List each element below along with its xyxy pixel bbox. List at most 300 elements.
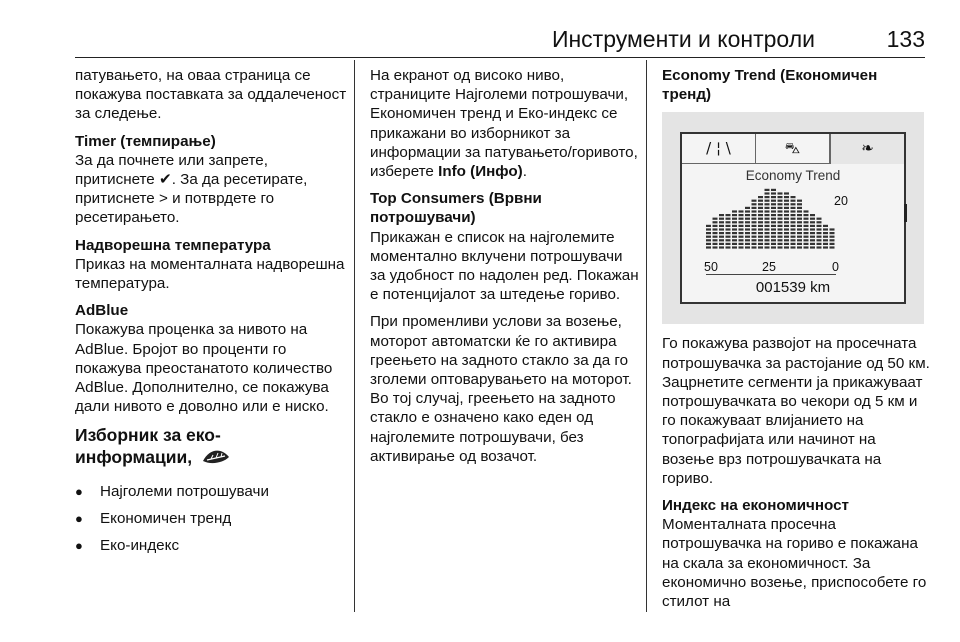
bar-segment bbox=[739, 222, 744, 224]
chart-bar bbox=[817, 218, 822, 249]
bar-segment bbox=[719, 232, 724, 234]
bar-segment bbox=[719, 214, 724, 216]
bar-segment bbox=[791, 222, 796, 224]
bar-segment bbox=[713, 240, 718, 242]
bar-segment bbox=[791, 236, 796, 238]
bar-segment bbox=[771, 211, 776, 213]
bar-segment bbox=[752, 214, 757, 216]
bar-segment bbox=[765, 214, 770, 216]
bar-segment bbox=[778, 247, 783, 249]
bar-segment bbox=[784, 240, 789, 242]
bar-segment bbox=[726, 247, 731, 249]
timer-section bbox=[75, 132, 350, 228]
bar-segment bbox=[745, 214, 750, 216]
bar-segment bbox=[778, 193, 783, 195]
bar-segment bbox=[765, 189, 770, 191]
timer-title: Timer (темпирање) bbox=[75, 132, 216, 150]
bar-segment bbox=[784, 204, 789, 206]
bar-segment bbox=[765, 243, 770, 245]
bar-segment bbox=[745, 225, 750, 227]
bar-segment bbox=[752, 211, 757, 213]
list-item: ● Најголеми потрошувачи bbox=[75, 482, 350, 509]
bar-segment bbox=[804, 247, 809, 249]
bar-segment bbox=[752, 243, 757, 245]
bar-segment bbox=[817, 225, 822, 227]
bar-segment bbox=[771, 225, 776, 227]
bar-segment bbox=[719, 240, 724, 242]
chart-bar bbox=[784, 193, 789, 249]
chart-bar bbox=[752, 200, 757, 249]
bar-segment bbox=[758, 222, 763, 224]
bar-segment bbox=[713, 229, 718, 231]
bar-segment bbox=[778, 214, 783, 216]
bar-segment bbox=[771, 218, 776, 220]
bar-segment bbox=[791, 200, 796, 202]
bar-segment bbox=[771, 222, 776, 224]
intro-paragraph: На екранот од високо ниво, страниците Најголеми потрошувачи, Економичен тренд и Еко-индекс се прикажани во изборникот за информации за патувањето/горивото, изберете Info (Инфо). bbox=[370, 67, 638, 181]
bar-segment bbox=[765, 218, 770, 220]
bar-segment bbox=[739, 225, 744, 227]
bar-segment bbox=[778, 196, 783, 198]
bar-segment bbox=[791, 247, 796, 249]
bar-segment bbox=[719, 225, 724, 227]
bar-segment bbox=[719, 218, 724, 220]
bar-segment bbox=[784, 200, 789, 202]
economy-trend-text: Го покажува развојот на просечната потрошувачка за растојание од 50 км. Зацрнетите сегменти ја прикажуваат потрошувачката во чекори од 5 км и го покажуваат влијанието на топографијата или начинот на возење врз потрошувачката на гориво. bbox=[662, 335, 930, 487]
chart-bar bbox=[797, 200, 802, 249]
bar-segment bbox=[817, 247, 822, 249]
bar-segment bbox=[771, 229, 776, 231]
bar-segment bbox=[752, 247, 757, 249]
bar-segment bbox=[791, 214, 796, 216]
bar-segment bbox=[765, 232, 770, 234]
chart-title: Economy Trend bbox=[745, 168, 841, 184]
axis-label: 0 bbox=[832, 260, 839, 275]
bar-segment bbox=[804, 218, 809, 220]
bar-segment bbox=[726, 214, 731, 216]
bar-segment bbox=[732, 211, 737, 213]
eco-menu-list bbox=[75, 482, 350, 563]
bar-segment bbox=[778, 243, 783, 245]
chart-bar bbox=[745, 207, 750, 249]
bar-segment bbox=[810, 247, 815, 249]
eco-index-section bbox=[662, 496, 930, 611]
bar-segment bbox=[804, 211, 809, 213]
bar-segment bbox=[706, 225, 711, 227]
bar-segment bbox=[791, 243, 796, 245]
info-menu-label: Info (Инфо) bbox=[438, 163, 523, 181]
bar-segment bbox=[713, 232, 718, 234]
bar-segment bbox=[771, 247, 776, 249]
bar-segment bbox=[739, 236, 744, 238]
chart-bar bbox=[823, 225, 828, 249]
bar-segment bbox=[778, 207, 783, 209]
bar-segment bbox=[758, 225, 763, 227]
check-icon: ✔ bbox=[158, 171, 172, 189]
adblue-title: AdBlue bbox=[75, 302, 129, 320]
bar-segment bbox=[817, 243, 822, 245]
bar-segment bbox=[765, 207, 770, 209]
bar-segment bbox=[745, 236, 750, 238]
bar-segment bbox=[784, 247, 789, 249]
page-number: 133 bbox=[886, 26, 925, 52]
timer-text-a: За да почнете или запрете, притиснете bbox=[75, 151, 268, 189]
bar-segment bbox=[810, 222, 815, 224]
bar-segment bbox=[765, 240, 770, 242]
bar-segment bbox=[797, 211, 802, 213]
bar-segment bbox=[778, 218, 783, 220]
axis-label: 25 bbox=[762, 260, 776, 275]
bar-segment bbox=[771, 204, 776, 206]
bar-segment bbox=[817, 240, 822, 242]
top-consumers-title: Top Consumers (Врвни потрошувачи) bbox=[370, 190, 542, 227]
bar-segment bbox=[706, 243, 711, 245]
bar-segment bbox=[797, 200, 802, 202]
chart-bar bbox=[726, 214, 731, 249]
bar-segment bbox=[804, 232, 809, 234]
bar-segment bbox=[752, 240, 757, 242]
bar-segment bbox=[726, 225, 731, 227]
chart-bar bbox=[771, 189, 776, 249]
bar-segment bbox=[771, 200, 776, 202]
column-right bbox=[662, 66, 930, 619]
chart-bar bbox=[830, 229, 835, 249]
bar-segment bbox=[804, 236, 809, 238]
bar-segment bbox=[745, 229, 750, 231]
bar-segment bbox=[706, 229, 711, 231]
bar-segment bbox=[752, 204, 757, 206]
bar-segment bbox=[784, 196, 789, 198]
bar-segment bbox=[791, 225, 796, 227]
bar-segment bbox=[784, 211, 789, 213]
bar-segment bbox=[752, 232, 757, 234]
chart-bar bbox=[732, 211, 737, 249]
bar-segment bbox=[752, 222, 757, 224]
bar-segment bbox=[823, 225, 828, 227]
bar-segment bbox=[745, 207, 750, 209]
bar-segment bbox=[745, 218, 750, 220]
bar-segment bbox=[765, 200, 770, 202]
bar-segment bbox=[726, 240, 731, 242]
bar-segment bbox=[752, 200, 757, 202]
economy-trend-title: Economy Trend (Економичен тренд) bbox=[662, 67, 878, 104]
bar-segment bbox=[823, 247, 828, 249]
bar-segment bbox=[804, 229, 809, 231]
bar-segment bbox=[752, 225, 757, 227]
bar-segment bbox=[830, 243, 835, 245]
bar-segment bbox=[810, 214, 815, 216]
outside-temp-text: Приказ на моменталната надворешна температура. bbox=[75, 255, 345, 293]
tab-trip-icon: / ¦ \ bbox=[682, 134, 756, 164]
bar-segment bbox=[771, 193, 776, 195]
bar-segment bbox=[830, 232, 835, 234]
bar-segment bbox=[745, 243, 750, 245]
bar-segment bbox=[726, 218, 731, 220]
timer-text-b: . За да ресетирате, притиснете bbox=[75, 171, 308, 208]
scale-max-label: 20 bbox=[834, 194, 848, 209]
bar-segment bbox=[765, 193, 770, 195]
bar-segment bbox=[706, 240, 711, 242]
list-item: ● Еко-индекс bbox=[75, 536, 350, 563]
bar-segment bbox=[778, 200, 783, 202]
bar-segment bbox=[784, 232, 789, 234]
bar-segment bbox=[797, 225, 802, 227]
bar-segment bbox=[830, 236, 835, 238]
bar-segment bbox=[745, 240, 750, 242]
bar-segment bbox=[739, 247, 744, 249]
bar-segment bbox=[823, 229, 828, 231]
bar-segment bbox=[765, 229, 770, 231]
bar-segment bbox=[778, 229, 783, 231]
bar-segment bbox=[797, 204, 802, 206]
bar-segment bbox=[771, 207, 776, 209]
bar-segment bbox=[732, 240, 737, 242]
bar-segment bbox=[817, 229, 822, 231]
bar-segment bbox=[739, 232, 744, 234]
bar-segment bbox=[739, 214, 744, 216]
bar-segment bbox=[739, 240, 744, 242]
bar-segment bbox=[817, 222, 822, 224]
chevron-right-icon: > bbox=[158, 190, 168, 208]
bar-segment bbox=[765, 222, 770, 224]
chart-bar bbox=[758, 196, 763, 249]
chart-bar bbox=[713, 218, 718, 249]
bar-segment bbox=[771, 243, 776, 245]
bar-segment bbox=[758, 204, 763, 206]
eco-leaf-icon bbox=[201, 447, 231, 465]
axis-line bbox=[706, 274, 836, 275]
bar-segment bbox=[719, 243, 724, 245]
column-divider bbox=[354, 60, 355, 612]
bar-segment bbox=[823, 236, 828, 238]
bar-segment bbox=[739, 218, 744, 220]
bar-segment bbox=[765, 225, 770, 227]
bar-segment bbox=[778, 225, 783, 227]
scrollbar bbox=[904, 204, 907, 222]
bar-segment bbox=[771, 232, 776, 234]
bar-segment bbox=[765, 247, 770, 249]
bar-segment bbox=[713, 236, 718, 238]
axis-label: 50 bbox=[704, 260, 718, 275]
bar-segment bbox=[719, 222, 724, 224]
bar-segment bbox=[784, 214, 789, 216]
bar-segment bbox=[804, 243, 809, 245]
rear-window-paragraph: При променливи услови за возење, моторот автоматски ќе го активира греењето на задното стакло за да го зголеми оптоварувањето на моторот. Во тој случај, греењето на задното стакло е означено како еден од најголемите потрошувачи, без активирање од возачот. bbox=[370, 313, 632, 465]
bar-segment bbox=[713, 222, 718, 224]
bar-segment bbox=[732, 214, 737, 216]
bar-segment bbox=[810, 229, 815, 231]
bar-segment bbox=[804, 240, 809, 242]
bar-segment bbox=[745, 211, 750, 213]
bar-segment bbox=[758, 229, 763, 231]
bar-segment bbox=[706, 232, 711, 234]
bar-segment bbox=[758, 236, 763, 238]
adblue-text: Покажува проценка за нивото на AdBlue. Бројот во проценти го покажува преостанатото количество AdBlue. Дополнително, се покажува дали нивото е доволно или е ниско. bbox=[75, 321, 333, 416]
tab-eco-leaf-icon: ❧ bbox=[830, 134, 904, 164]
bar-segment bbox=[771, 240, 776, 242]
chart-bar bbox=[706, 225, 711, 249]
bar-segment bbox=[713, 225, 718, 227]
bar-segment bbox=[758, 218, 763, 220]
top-consumers-text: Прикажан е список на најголемите моментално вклучени потрошувачи за удобност по надолен ред. Покажан е потенцијалот за штедење гориво. bbox=[370, 228, 639, 304]
bar-segment bbox=[817, 236, 822, 238]
adblue-section bbox=[75, 301, 350, 416]
bar-segment bbox=[784, 222, 789, 224]
bar-segment bbox=[726, 229, 731, 231]
bar-segment bbox=[726, 232, 731, 234]
bar-segment bbox=[706, 247, 711, 249]
outside-temp-title: Надворешна температура bbox=[75, 236, 271, 254]
bar-segment bbox=[758, 207, 763, 209]
bar-segment bbox=[719, 236, 724, 238]
bar-segment bbox=[791, 196, 796, 198]
bar-segment bbox=[732, 247, 737, 249]
chart-bar bbox=[765, 189, 770, 249]
bar-segment bbox=[758, 200, 763, 202]
bar-segment bbox=[784, 218, 789, 220]
column-divider bbox=[646, 60, 647, 612]
eco-menu-title: Изборник за еко- информации, bbox=[75, 424, 350, 468]
tab-car-icon: ⛍ bbox=[756, 134, 830, 164]
chart-bar bbox=[719, 214, 724, 249]
bar-segment bbox=[784, 236, 789, 238]
bar-segment bbox=[791, 204, 796, 206]
bar-segment bbox=[791, 211, 796, 213]
bar-segment bbox=[791, 218, 796, 220]
bar-segment bbox=[745, 232, 750, 234]
bar-segment bbox=[791, 207, 796, 209]
bar-segment bbox=[758, 214, 763, 216]
bar-segment bbox=[810, 236, 815, 238]
bar-segment bbox=[771, 189, 776, 191]
bar-segment bbox=[810, 225, 815, 227]
bar-segment bbox=[797, 207, 802, 209]
bar-segment bbox=[758, 243, 763, 245]
bar-segment bbox=[797, 240, 802, 242]
bar-segment bbox=[771, 196, 776, 198]
bar-segment bbox=[739, 229, 744, 231]
bar-segment bbox=[765, 211, 770, 213]
bar-segment bbox=[823, 232, 828, 234]
bar-segment bbox=[771, 236, 776, 238]
chart-bar bbox=[791, 196, 796, 249]
eco-index-text: Моменталната просечна потрошувачка на гориво е покажана на скала за економичност. За економично возење, приспособете го стилот на bbox=[662, 516, 927, 611]
bar-segment bbox=[752, 236, 757, 238]
bar-segment bbox=[719, 247, 724, 249]
bar-segment bbox=[791, 232, 796, 234]
bar-segment bbox=[823, 243, 828, 245]
bar-segment bbox=[713, 243, 718, 245]
chart-bar bbox=[804, 211, 809, 249]
page-title: Инструменти и контроли bbox=[551, 26, 815, 52]
bar-segment bbox=[791, 240, 796, 242]
bar-segment bbox=[765, 236, 770, 238]
bar-segment bbox=[830, 229, 835, 231]
chart-bar bbox=[739, 211, 744, 249]
bar-segment bbox=[752, 207, 757, 209]
column-middle bbox=[370, 66, 642, 474]
bar-segment bbox=[732, 229, 737, 231]
bar-segment bbox=[797, 243, 802, 245]
bar-segment bbox=[778, 232, 783, 234]
economy-trend-figure bbox=[662, 112, 924, 324]
bar-segment bbox=[797, 229, 802, 231]
chart-bar bbox=[810, 214, 815, 249]
bar-segment bbox=[784, 193, 789, 195]
bar-segment bbox=[830, 240, 835, 242]
bar-segment bbox=[778, 240, 783, 242]
bar-segment bbox=[804, 214, 809, 216]
bar-segment bbox=[765, 204, 770, 206]
top-consumers-section bbox=[370, 189, 642, 304]
bar-segment bbox=[784, 225, 789, 227]
bar-segment bbox=[726, 243, 731, 245]
page-header bbox=[75, 24, 925, 58]
bar-segment bbox=[797, 232, 802, 234]
bar-segment bbox=[797, 218, 802, 220]
bar-segment bbox=[732, 225, 737, 227]
intro-text: патувањето, на оваа страница се покажува поставката за оддалеченост за следење. bbox=[75, 67, 347, 123]
bar-segment bbox=[817, 232, 822, 234]
bar-segment bbox=[758, 196, 763, 198]
bar-segment bbox=[778, 211, 783, 213]
bar-segment bbox=[758, 247, 763, 249]
bar-segment bbox=[758, 211, 763, 213]
bar-segment bbox=[732, 218, 737, 220]
bar-segment bbox=[726, 222, 731, 224]
bar-segment bbox=[732, 236, 737, 238]
bar-segment bbox=[810, 218, 815, 220]
eco-index-title: Индекс на економичност bbox=[662, 497, 849, 515]
column-left bbox=[75, 66, 350, 563]
bar-segment bbox=[810, 240, 815, 242]
bar-segment bbox=[752, 218, 757, 220]
bar-segment bbox=[713, 247, 718, 249]
bar-segment bbox=[745, 247, 750, 249]
bar-segment bbox=[784, 243, 789, 245]
bar-segment bbox=[771, 214, 776, 216]
bar-segment bbox=[758, 240, 763, 242]
bar-segment bbox=[830, 247, 835, 249]
bar-segment bbox=[797, 214, 802, 216]
bar-segment bbox=[804, 225, 809, 227]
bar-segment bbox=[778, 236, 783, 238]
distance-readout: 001539 km bbox=[755, 279, 831, 297]
bar-segment bbox=[713, 218, 718, 220]
bar-segment bbox=[784, 207, 789, 209]
bar-segment bbox=[765, 196, 770, 198]
bar-segment bbox=[817, 218, 822, 220]
bar-segment bbox=[778, 204, 783, 206]
bar-segment bbox=[810, 243, 815, 245]
bar-segment bbox=[791, 229, 796, 231]
bar-segment bbox=[797, 247, 802, 249]
list-item: ● Економичен тренд bbox=[75, 509, 350, 536]
bar-segment bbox=[745, 222, 750, 224]
bar-segment bbox=[732, 243, 737, 245]
bar-segment bbox=[732, 232, 737, 234]
outside-temp-section bbox=[75, 236, 350, 294]
bar-segment bbox=[758, 232, 763, 234]
bar-segment bbox=[732, 222, 737, 224]
bar-segment bbox=[726, 236, 731, 238]
bar-segment bbox=[804, 222, 809, 224]
chart-bar bbox=[778, 193, 783, 249]
bar-segment bbox=[778, 222, 783, 224]
bar-segment bbox=[797, 222, 802, 224]
bar-segment bbox=[719, 229, 724, 231]
bar-segment bbox=[797, 236, 802, 238]
